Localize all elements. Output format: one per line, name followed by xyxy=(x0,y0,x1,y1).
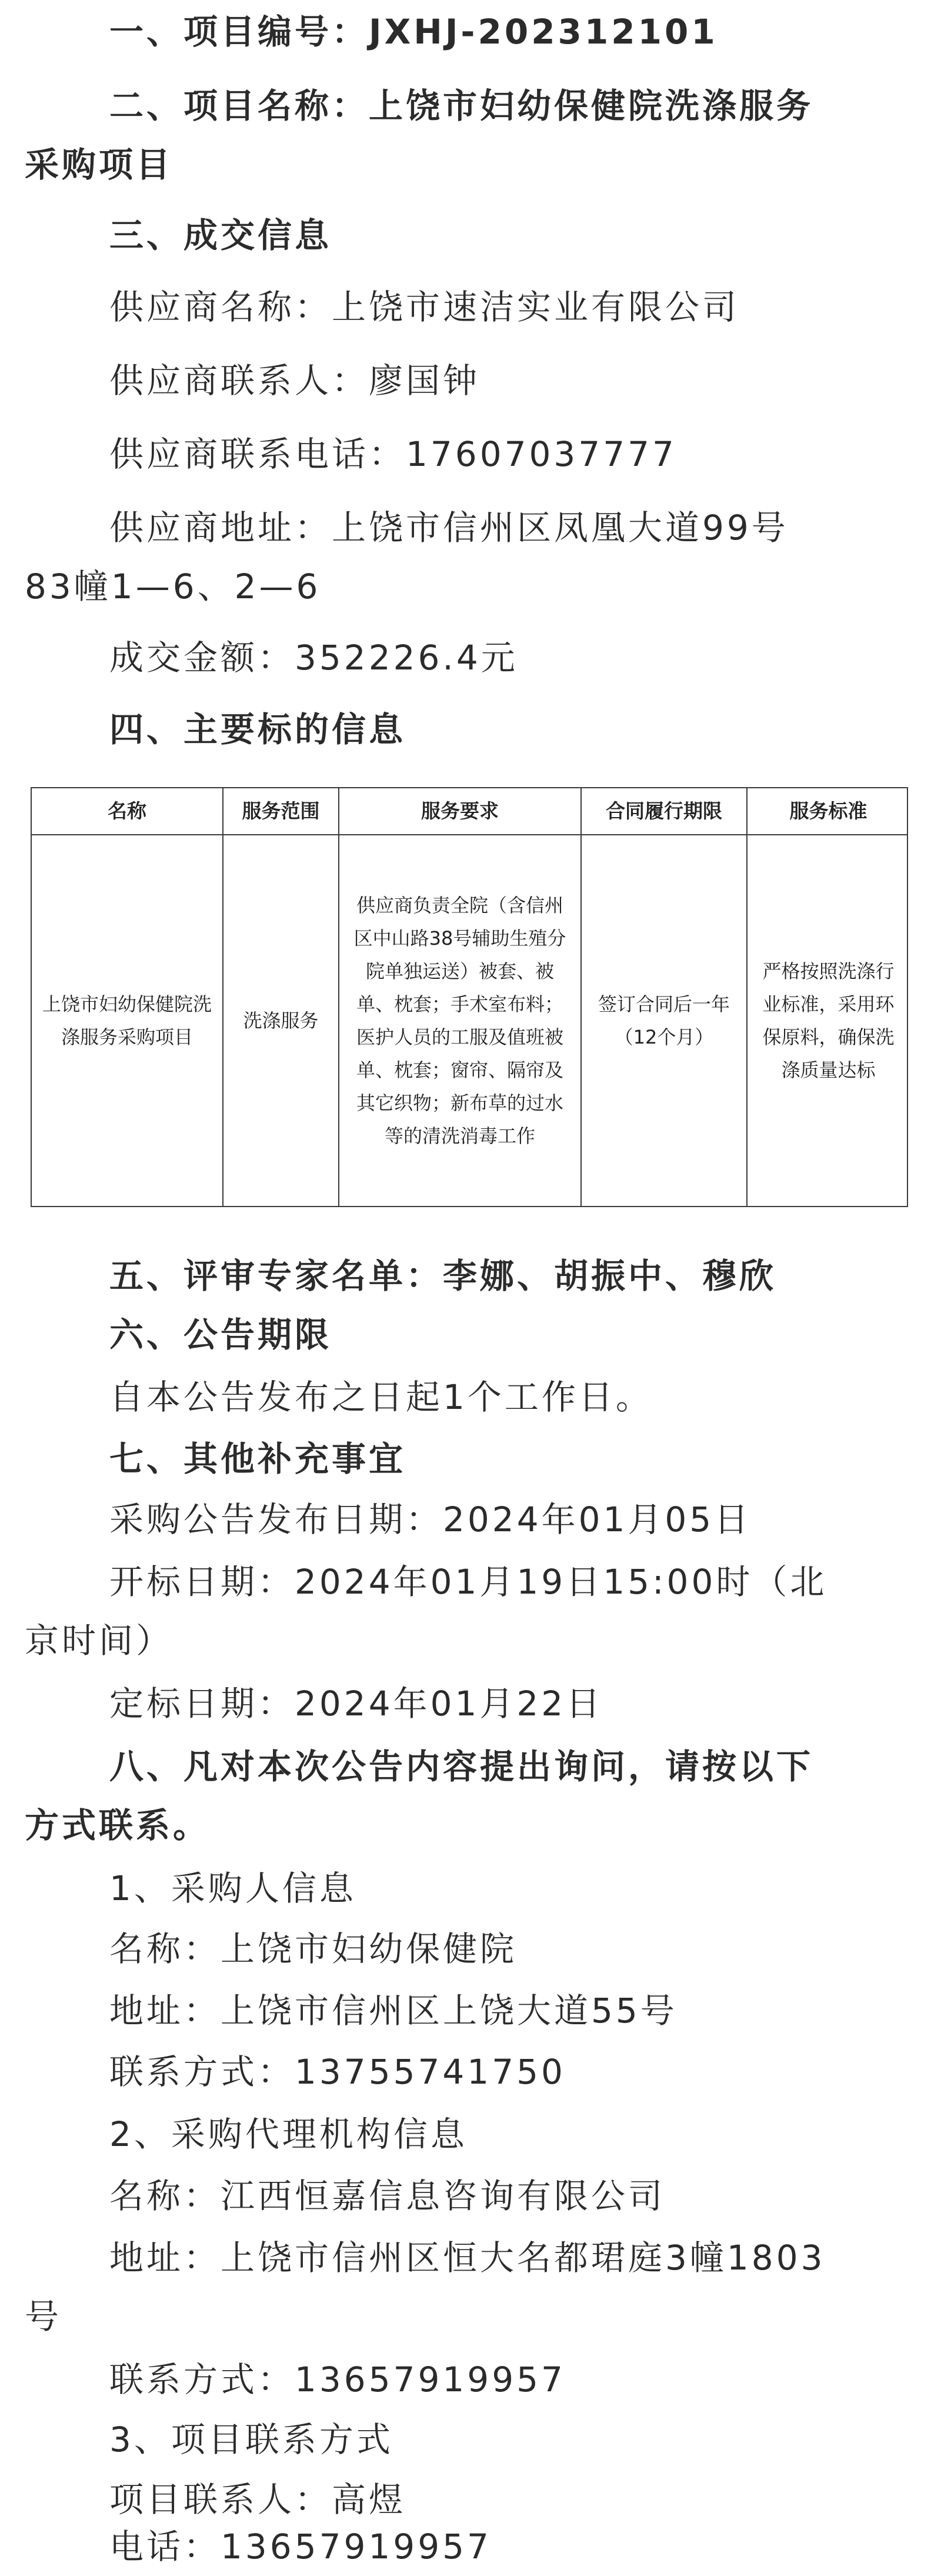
publish-date: 采购公告发布日期：2024年01月05日 xyxy=(109,1499,752,1539)
subject-table xyxy=(31,787,908,1207)
open-date-cont: 京时间） xyxy=(25,1621,173,1661)
section-other: 七、其他补充事宜 xyxy=(109,1439,406,1479)
table-header-name: 名称 xyxy=(32,788,223,835)
buyer-title: 1、采购人信息 xyxy=(109,1868,356,1908)
section-main-subject: 四、主要标的信息 xyxy=(109,709,406,749)
table-header-standard: 服务标准 xyxy=(747,788,908,835)
agency-contact: 联系方式：13657919957 xyxy=(109,2360,566,2400)
buyer-address: 地址：上饶市信州区上饶大道55号 xyxy=(109,1991,678,2031)
cell-standard: 严格按照洗涤行业标准，采用环保原料，确保洗涤质量达标 xyxy=(747,835,908,1206)
section-deal-info: 三、成交信息 xyxy=(109,215,332,255)
table-header-period: 合同履行期限 xyxy=(581,788,747,835)
cell-period: 签订合同后一年（12个月） xyxy=(581,835,747,1206)
buyer-contact: 联系方式：13755741750 xyxy=(109,2052,566,2092)
table-row xyxy=(32,835,908,1206)
agency-address-cont: 号 xyxy=(25,2297,62,2337)
section-inquiry: 八、凡对本次公告内容提出询问，请按以下 xyxy=(109,1747,814,1787)
supplier-address-cont: 83幢1—6、2—6 xyxy=(25,566,321,606)
project-contact-person: 项目联系人：高煜 xyxy=(109,2480,406,2520)
agency-name: 名称：江西恒嘉信息咨询有限公司 xyxy=(109,2176,666,2216)
table-header-scope: 服务范围 xyxy=(223,788,339,835)
supplier-phone: 供应商联系电话：17607037777 xyxy=(109,434,677,474)
award-date: 定标日期：2024年01月22日 xyxy=(109,1684,603,1724)
project-contact-title: 3、项目联系方式 xyxy=(109,2420,393,2460)
agency-title: 2、采购代理机构信息 xyxy=(109,2114,468,2154)
agency-address: 地址：上饶市信州区恒大名都珺庭3幢1803 xyxy=(109,2238,826,2278)
table-header-row xyxy=(32,788,908,835)
period-text: 自本公告发布之日起1个工作日。 xyxy=(109,1377,653,1417)
section-project-name-cont: 采购项目 xyxy=(25,145,173,185)
section-project-number: 一、项目编号：JXHJ-202312101 xyxy=(109,12,718,52)
supplier-name: 供应商名称：上饶市速洁实业有限公司 xyxy=(109,287,740,327)
section-period: 六、公告期限 xyxy=(109,1315,332,1355)
section-inquiry-cont: 方式联系。 xyxy=(25,1805,211,1845)
supplier-address: 供应商地址：上饶市信州区凤凰大道99号 xyxy=(109,508,789,548)
cell-scope: 洗涤服务 xyxy=(223,835,339,1206)
cell-name: 上饶市妇幼保健院洗涤服务采购项目 xyxy=(32,835,223,1206)
cell-requirement: 供应商负责全院（含信州区中山路38号辅助生殖分院单独运送）被套、被单、枕套；手术室布料；医护人员的工服及值班被单、枕套；窗帘、隔帘及其它织物；新布草的过水等的清洗消毒工作 xyxy=(339,835,581,1206)
open-date: 开标日期：2024年01月19日15:00时（北 xyxy=(109,1562,827,1602)
table-header-requirement: 服务要求 xyxy=(339,788,581,835)
buyer-name: 名称：上饶市妇幼保健院 xyxy=(109,1929,518,1969)
supplier-contact: 供应商联系人：廖国钟 xyxy=(109,361,480,401)
deal-amount: 成交金额：352226.4元 xyxy=(109,638,518,678)
section-experts: 五、评审专家名单：李娜、胡振中、穆欣 xyxy=(109,1256,777,1296)
section-project-name: 二、项目名称：上饶市妇幼保健院洗涤服务 xyxy=(109,86,814,126)
project-phone: 电话：13657919957 xyxy=(109,2527,492,2567)
